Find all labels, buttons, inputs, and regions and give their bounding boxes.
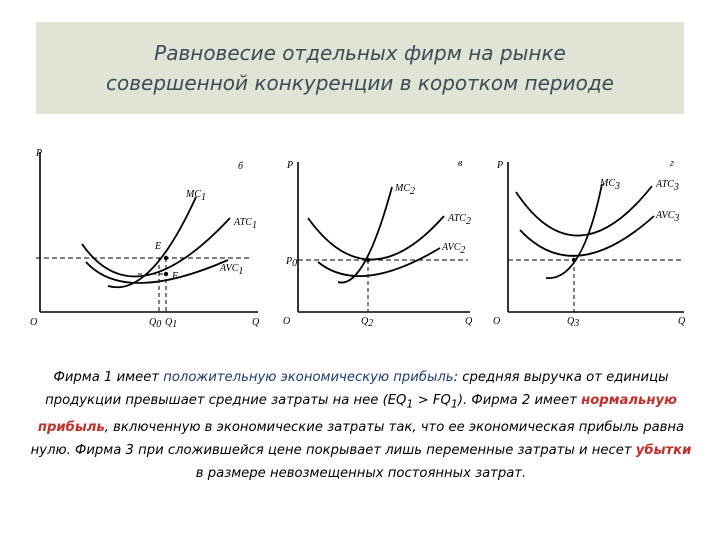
g2-o-label: O (283, 316, 291, 327)
g1-q-label: Q (252, 317, 260, 328)
explanation-text (30, 366, 692, 485)
caption-sub-2: 1 (450, 397, 458, 411)
g1-mc-label: MC1 (186, 189, 206, 203)
g3-q3-label: Q3 (567, 316, 580, 329)
title-banner (36, 22, 684, 114)
g2-p0-label: P0 (286, 256, 298, 269)
g3-avc-label: AVC3 (656, 210, 680, 224)
caption-sub-1: 1 (406, 397, 414, 411)
caption-part-5: ). Фирма 2 имеет (457, 393, 582, 408)
caption-positive-profit: положительную экономическую прибыль (163, 370, 454, 385)
cost-curves-svg (0, 140, 720, 340)
g3-atc-label: ATC3 (656, 179, 679, 193)
cost-curves-figure (0, 140, 720, 340)
g1-q0-label: Q0 (149, 317, 162, 330)
g3-mc-curve (546, 184, 602, 278)
g2-q2-label: Q2 (361, 316, 374, 329)
g1-avc-label: AVC1 (220, 263, 244, 277)
g2-avc-label: AVC2 (442, 242, 466, 256)
g3-letter: г (670, 158, 674, 169)
g3-atc-curve (516, 186, 652, 236)
caption-part-3: : средняя выручка от единицы продукции превышает средние затраты на нее (EQ (45, 370, 669, 408)
g3-o-label: O (493, 316, 501, 327)
g2-p-label: P (287, 160, 294, 171)
g2-equilibrium-point (366, 258, 370, 262)
g1-point-f (164, 272, 168, 276)
g1-q1-label: Q1 (165, 317, 178, 330)
g3-equilibrium-point (572, 258, 576, 262)
graph-firm-1 (30, 148, 260, 330)
caption-normal-profit: нормальную прибыль (37, 393, 677, 435)
graph-firm-3 (493, 158, 686, 329)
g1-o-label: O (30, 317, 38, 328)
caption-losses: убытки (635, 442, 692, 458)
title-line-2: совершенной конкуренции в коротком периоде (106, 71, 614, 95)
g1-point-e (164, 256, 168, 260)
g2-mc-curve (338, 187, 392, 283)
g3-mc-label: MC3 (600, 178, 620, 192)
caption-part-4: > FQ (413, 393, 451, 408)
g2-mc-label: MC2 (395, 183, 415, 197)
caption-part-9: в размере невозмещенных постоянных затрат. (195, 465, 527, 481)
g2-q-label: Q (465, 316, 473, 327)
g2-letter: в (458, 158, 463, 169)
graph-firm-2 (283, 158, 473, 329)
g1-atc-label: ATC1 (234, 217, 257, 231)
g1-e-label: E (155, 241, 162, 252)
g2-atc-label: ATC2 (448, 213, 471, 227)
title-line-1: Равновесие отдельных фирм на рынке (154, 41, 566, 65)
g3-q-label: Q (678, 316, 686, 327)
g2-avc-curve (318, 248, 440, 276)
g1-letter: б (238, 161, 244, 172)
g1-p-label: P (36, 148, 43, 159)
caption-part-1: Фирма 1 имеет (53, 370, 164, 385)
g3-p-label: P (497, 160, 504, 171)
g1-f-label: F (172, 271, 179, 282)
caption-part-7: , включенную в экономические затраты так, что ее экономическая прибыль равна нулю. Фирма 3 при сложившейся цене покрывает лишь переменные затраты и несет (30, 419, 685, 458)
